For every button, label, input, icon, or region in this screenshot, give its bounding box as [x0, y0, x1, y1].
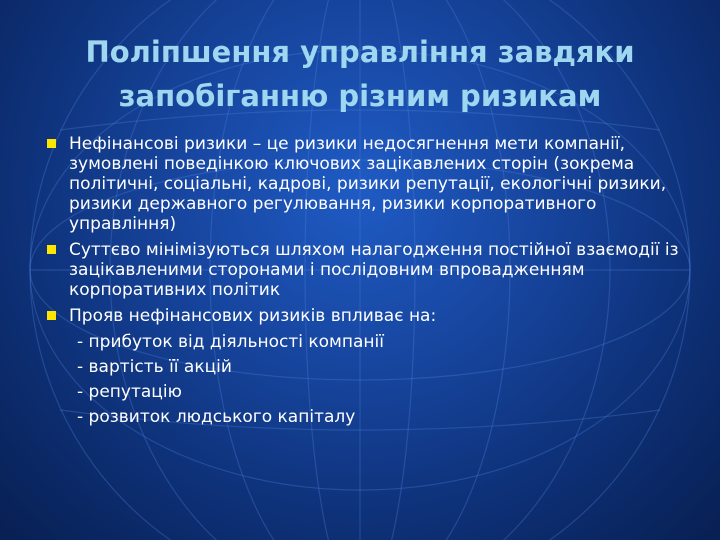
slide-title — [20, 30, 700, 118]
slide-title-line-1: Поліпшення управління завдяки — [85, 35, 635, 69]
bullet-item-2 — [45, 240, 695, 300]
bullet-list — [45, 134, 695, 432]
bullet-text-3: Прояв нефінансових ризиків впливає на: — [69, 306, 437, 326]
slide-title-line-2: запобіганню різним ризикам — [118, 79, 602, 113]
yellow-square-bullet-icon — [47, 311, 56, 320]
sub-item-2: - вартість її акцій — [77, 357, 232, 377]
bullet-text-2: Суттєво мінімізуються шляхом налагодження постійної взаємодії із зацікавленими сторонами і послідовним впровадженням корпоративних політик — [69, 240, 679, 300]
sub-item-4: - розвиток людського капіталу — [77, 407, 356, 427]
bullet-item-3 — [45, 306, 695, 326]
sub-item-3: - репутацію — [77, 382, 182, 402]
bullet-text-1: Нефінансові ризики – це ризики недосягнення мети компанії, зумовлені поведінкою ключових зацікавлених сторін (зокрема політичні, соціальні, кадрові, ризики репутації, екологічні ризики, ризики державного регулювання, ризики корпоративного управління) — [69, 134, 667, 234]
sub-item-1: - прибуток від діяльності компанії — [77, 332, 384, 352]
yellow-square-bullet-icon — [47, 245, 56, 254]
bullet-item-1 — [45, 134, 695, 234]
yellow-square-bullet-icon — [47, 139, 56, 148]
sub-list — [45, 332, 695, 427]
